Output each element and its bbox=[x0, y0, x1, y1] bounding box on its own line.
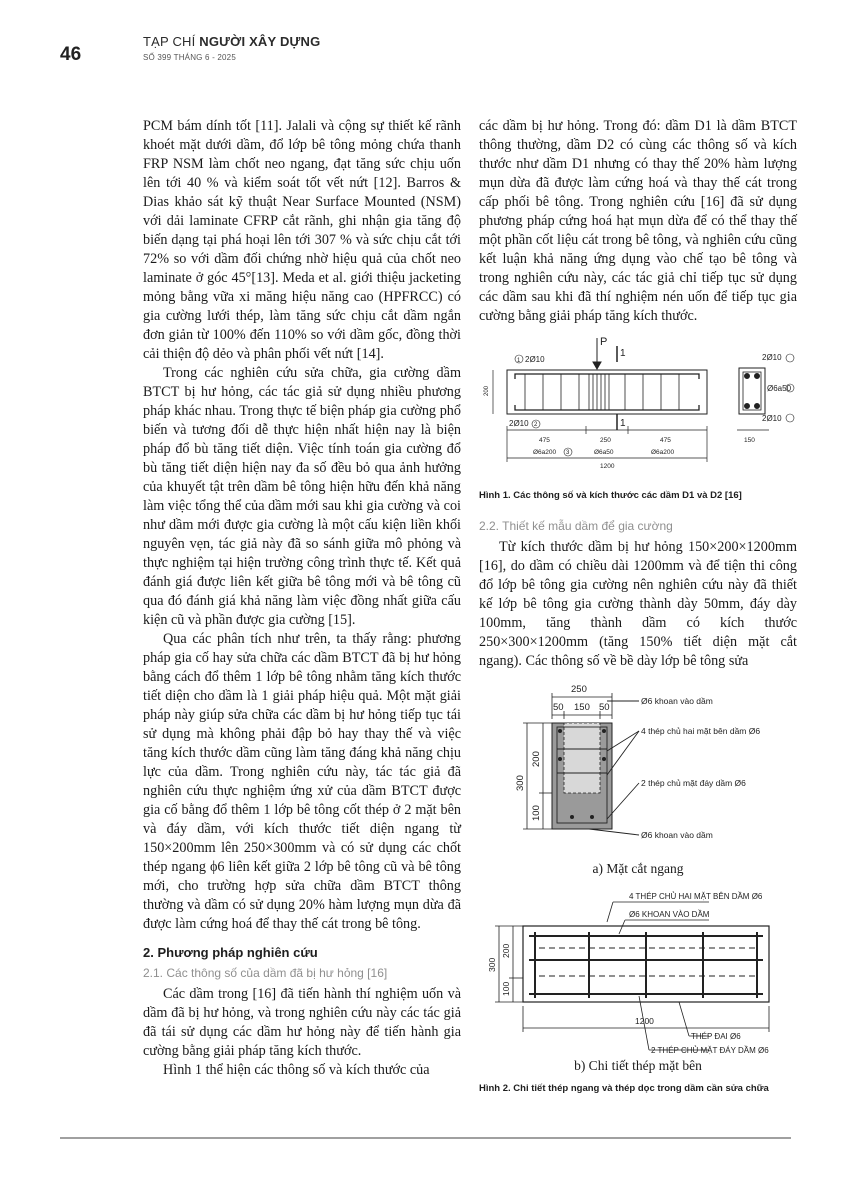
paragraph: Qua các phân tích như trên, ta thấy rằng: phương pháp gia cố hay sửa chữa các dầm BTCT đã bị hư hỏng bằng cách đổ thêm 1 lớp bê tông nhằm tăng kích thước tiết diện cho dầm là 1 giải pháp hiệu quả. Một mặt giải pháp này giúp sửa chữa các dầm bị hư hỏng tiếp tục tái sử dụng mà không phải đập bỏ hay thay thế và việc tăng kích thước dầm cũng làm tăng đáng khả năng chịu lực của dầm. Trong nghiên cứu này, tác tác giả đã nghiên cứu thực nghiệm ứng xử của dầm BTCT được gia cố bằng đổ thêm 1 lớp bê tông cốt thép ở 2 mặt bên và đáy dầm, với kích thước tiết diện ngang từ 150×200mm lên 250×300mm và có sử dụng các chốt thép ngang ϕ6 liên kết giữa 2 lớp bê tông cũ và bê tông mới, cho trường hợp sửa chữa dầm BTCT thông thường và dầm có sử dụng 20% hàm lượng mụn dừa đã được làm cứng hoá để thay thế cát trong bê tông. bbox=[143, 631, 461, 932]
total-length-dim: 1200 bbox=[600, 463, 615, 470]
label-drilled-caps: Ø6 KHOAN VÀO DẦM bbox=[629, 910, 710, 919]
stirrup-left-label: Ø6a200 bbox=[533, 449, 557, 456]
bar-mark-1: 1 bbox=[517, 358, 521, 364]
inner-beam bbox=[564, 723, 600, 793]
figure-1-beam-drawing bbox=[479, 334, 797, 484]
width-a-dim: 50 bbox=[553, 702, 564, 713]
section-bottom-bar: 2Ø10 bbox=[762, 414, 782, 423]
figure-2b-subcaption: b) Chi tiết thép mặt bên bbox=[574, 1058, 702, 1073]
figure-2a-subcaption: a) Mặt cắt ngang bbox=[592, 861, 684, 876]
figure-2b-side-detail bbox=[479, 884, 797, 1060]
figure-1-caption: Hình 1. Các thông số và kích thước các dầm D1 và D2 [16] bbox=[479, 490, 742, 501]
bar-mark-3: 3 bbox=[566, 450, 570, 456]
page-number: 46 bbox=[60, 44, 82, 65]
label-bottom-bars: 2 thép chủ mặt đáy dầm Ø6 bbox=[641, 778, 746, 788]
journal-prefix: TẠP CHÍ bbox=[143, 34, 200, 49]
length-dim: 1200 bbox=[635, 1016, 654, 1026]
height-b-dim: 100 bbox=[501, 981, 511, 996]
stirrup-mid-label: Ø6a50 bbox=[594, 449, 614, 456]
width-b-dim: 150 bbox=[574, 702, 590, 713]
label-side-bars-caps: 4 THÉP CHỦ HAI MẶT BÊN DẦM Ø6 bbox=[629, 892, 763, 901]
subsection-heading: 2.1. Các thông số của dầm đã bị hư hỏng [16] bbox=[143, 966, 388, 980]
subsection-heading: 2.2. Thiết kế mẫu dầm để gia cường bbox=[479, 519, 673, 533]
left-column bbox=[143, 117, 461, 1080]
load-label: P bbox=[600, 336, 608, 348]
paragraph: Trong các nghiên cứu sửa chữa, gia cường dầm BTCT bị hư hỏng, các tác giả sử dụng nhiều phương pháp khác nhau. Trong thực tế biện pháp gia cường phổ biến và tương đối dễ thực hiện nhất hiện nay là biện pháp đổ bù tăng tiết diện. Việc tính toán gia cường đổ bù tăng tiết diện hiện nay đa số đều bỏ qua ảnh hưởng của khuyết tật trên dầm bê tông hiện hữu đến khả năng làm việc tổng thể của dầm mới sau khi gia cường và coi như dầm mới được gia cường là một cấu kiện liền khối nguyên vẹn, tác giả này đã so sánh giữa mô phỏng và thực nghiệm tại hiện trường công trình thực tế. Kết quả đánh giá được liên kết giữa bê tông mới và bê tông cũ qua đó đánh giá khả năng làm việc đồng nhất giữa cấu kiện cũ và phần được gia cường [15]. bbox=[143, 365, 461, 628]
bottom-rule bbox=[60, 1137, 791, 1139]
label-stirrup: THÉP ĐAI Ø6 bbox=[691, 1032, 741, 1041]
figure-2a-cross-section bbox=[479, 679, 797, 859]
journal-issue: SỐ 399 THÁNG 6 - 2025 bbox=[143, 53, 236, 62]
section-width: 150 bbox=[744, 437, 755, 444]
paragraph: PCM bám dính tốt [11]. Jalali và cộng sự thiết kế rãnh khoét mặt dưới dầm, đổ lớp bê tông mỏng chứa thanh FRP NSM làm chốt neo ngang, đạt tăng sức chịu uốn lên tới 40 % và kiểm soát tốt vết nứt [12]. Barros & Dias khảo sát kỹ thuật Near Surface Mounted (NSM) với dải laminate CFRP cắt rãnh, ghi nhận gia tăng độ biến dạng tại phá hoại lên tới 307 % và sức chịu cắt tới 72% so với dầm đối chứng nhờ hiệu quả của chốt neo laminate ở góc 45°[13]. Meda et al. giới thiệu jacketing mỏng bằng vữa xi măng hiệu năng cao (HPFRCC) có gia cường lưới thép, làm tăng sức chịu cắt dầm ngắn đơn giản từ 100% đến 110% so với dầm gốc, đồng thời cải thiện độ dẻo và phân phối vết nứt [14]. bbox=[143, 118, 461, 362]
seg-right-dim: 475 bbox=[660, 437, 671, 444]
label-bottom-bars-caps: 2 THÉP CHỦ MẶT ĐÁY DẦM Ø6 bbox=[651, 1046, 769, 1055]
top-bar-label: 2Ø10 bbox=[525, 355, 545, 364]
section-mark-bottom: 1 bbox=[620, 418, 626, 429]
height-total-dim: 300 bbox=[487, 957, 497, 972]
stirrup-right-label: Ø6a200 bbox=[651, 449, 675, 456]
bottom-bar-label: 2Ø10 bbox=[509, 419, 529, 428]
width-total-dim: 250 bbox=[571, 684, 587, 695]
journal-title bbox=[143, 34, 320, 49]
journal-name: NGƯỜI XÂY DỰNG bbox=[199, 34, 321, 49]
label-side-bars: 4 thép chủ hai mặt bên dầm Ø6 bbox=[641, 726, 761, 736]
label-drilled-bottom: Ø6 khoan vào dầm bbox=[641, 830, 713, 840]
seg-left-dim: 475 bbox=[539, 437, 550, 444]
figure-2-caption: Hình 2. Chi tiết thép ngang và thép dọc trong dầm cần sửa chữa bbox=[479, 1083, 769, 1094]
section-mark-top: 1 bbox=[620, 348, 626, 359]
height-a-dim: 200 bbox=[501, 943, 511, 958]
paragraph: các dầm bị hư hỏng. Trong đó: dầm D1 là dầm BTCT thông thường, dầm D2 có cùng các thông số và kích thước như dầm D1 nhưng có thay thế 20% hàm lượng mụn dừa đã được làm cứng hoá và thay thế cát trong cấp phối bê tông. Trong nghiên cứu [16] đã sử dụng phương pháp cứng hoá hạt mụn dừa để có thể thay thế một phần cốt liệu cát trong bê tông, và nghiên cứu cũng kết luận khả năng ứng dụng vào chế tạo bê tông và trong nghiên cứu này, các tác giả chỉ tiếp tục sử dụng các dầm sau khi đã thí nghiệm nén uốn để tiếp tục gia cường bằng giải pháp tăng kích thước. bbox=[479, 118, 797, 324]
section-top-bar: 2Ø10 bbox=[762, 353, 782, 362]
paragraph: Hình 1 thể hiện các thông số và kích thước của bbox=[163, 1062, 430, 1078]
width-c-dim: 50 bbox=[599, 702, 610, 713]
right-column bbox=[479, 117, 797, 1098]
height-a-dim: 200 bbox=[531, 751, 542, 767]
paragraph: Các dầm trong [16] đã tiến hành thí nghiệm uốn và dầm đã bị hư hỏng, và trong nghiên cứu này các tác giả đã tái sử dụng các dầm hư hỏng này để tiến hành gia cường bằng giải pháp tăng kích thước. bbox=[143, 986, 461, 1059]
label-drilled-top: Ø6 khoan vào dầm bbox=[641, 696, 713, 706]
seg-mid-dim: 250 bbox=[600, 437, 611, 444]
section-heading: 2. Phương pháp nghiên cứu bbox=[143, 945, 318, 960]
height-b-dim: 100 bbox=[531, 805, 542, 821]
paragraph: Từ kích thước dầm bị hư hỏng 150×200×1200mm [16], do dầm có chiều dài 1200mm và để tiện thi công đổ lớp bê tông gia cường nên nghiên cứu này đã thiết kế lớp bê tông gia cường thành dày 50mm, đáy dày 100mm, tăng thành dầm có kích thước 250×300×1200mm (tăng 150% tiết diện mặt cắt ngang). Các thông số về bề dày lớp bê tông sửa bbox=[479, 539, 797, 669]
section-stirrup: Ø6a50 bbox=[767, 384, 792, 393]
height-total-dim: 300 bbox=[515, 775, 526, 791]
height-dim: 200 bbox=[484, 385, 490, 396]
bar-mark-2: 2 bbox=[534, 422, 538, 428]
